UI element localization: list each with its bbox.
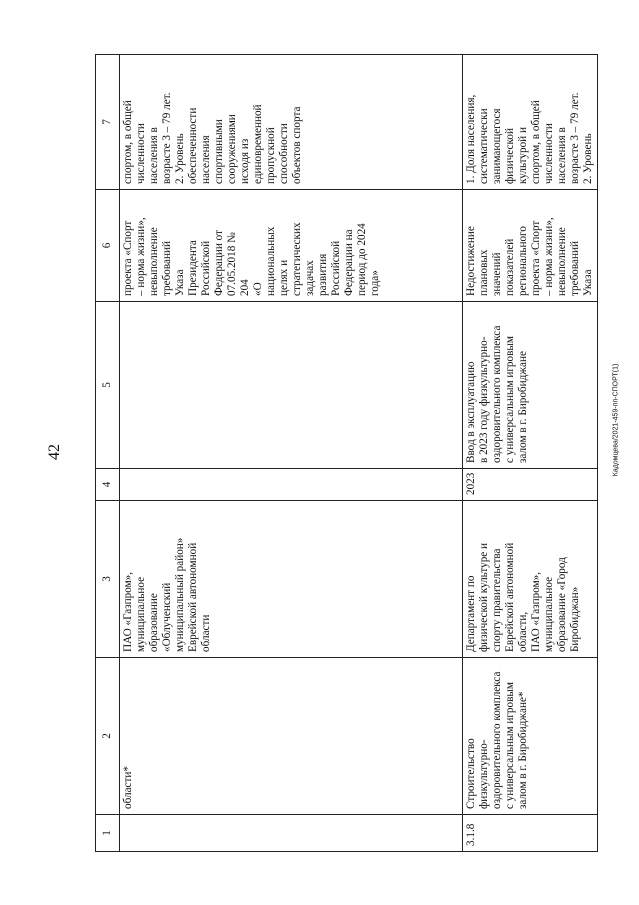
rotated-table-container (95, 55, 598, 852)
rotated-table-wrapper (95, 55, 598, 852)
responsible-cell: Департамент по физической культуре и спорту правительства Еврейской автономной области, ПАО «Газпром», муниципальное образование «Город Биробиджан» (463, 501, 598, 658)
table-row (120, 55, 463, 852)
result-cell: Ввод в эксплуатацию в 2023 году физкультурно- оздоровительного комплекса с универсальным игровым залом в г. Биробиджане (463, 302, 598, 469)
risk-cell: Недостижение плановых значений показателей регионального проекта «Спорт – норма жизни», невыполнение требований Указа (463, 190, 598, 302)
header-cell: 3 (96, 501, 120, 658)
risk-cell: проекта «Спорт – норма жизни», невыполнение требований Указа Президента Российской Федерации от 07.05.2018 № 204 «О национальных целях и стратегических задачах развития Российской Федерации на период до 2024 года» (120, 190, 463, 302)
page-number: 42 (46, 444, 63, 460)
item-number-cell (120, 815, 463, 852)
header-row (96, 55, 120, 852)
table-row (463, 55, 598, 852)
measure-name-cell: Строительство физкультурно- оздоровительного комплекса с универсальным игровым залом в г. Биробиджане* (463, 658, 598, 815)
measure-name-cell: области* (120, 658, 463, 815)
header-cell: 1 (96, 815, 120, 852)
header-cell: 2 (96, 658, 120, 815)
year-cell (120, 469, 463, 501)
header-cell: 4 (96, 469, 120, 501)
indicator-cell: 1. Доля населения, систематически занимающегося физической культурой и спортом, в общей численности населения в возрасте 3 – 79 лет. 2. Уровень (463, 55, 598, 190)
header-cell: 6 (96, 190, 120, 302)
header-cell: 7 (96, 55, 120, 190)
item-number-cell: 3.1.8 (463, 815, 598, 852)
header-cell: 5 (96, 302, 120, 469)
responsible-cell: ПАО «Газпром», муниципальное образование «Облученский муниципальный район» Еврейской автономной области (120, 501, 463, 658)
result-cell (120, 302, 463, 469)
measures-table (95, 54, 598, 852)
year-cell: 2023 (463, 469, 598, 501)
document-id-note (606, 30, 626, 810)
document-id-text: Кадомцева/2021-459-пп-СПОРТ(1) (612, 363, 620, 477)
indicator-cell: спортом, в общей численности населения в возрасте 3 – 79 лет. 2. Уровень обеспеченности населения спортивными сооружениями исходя из единовременной пропускной способности объектов спорта (120, 55, 463, 190)
